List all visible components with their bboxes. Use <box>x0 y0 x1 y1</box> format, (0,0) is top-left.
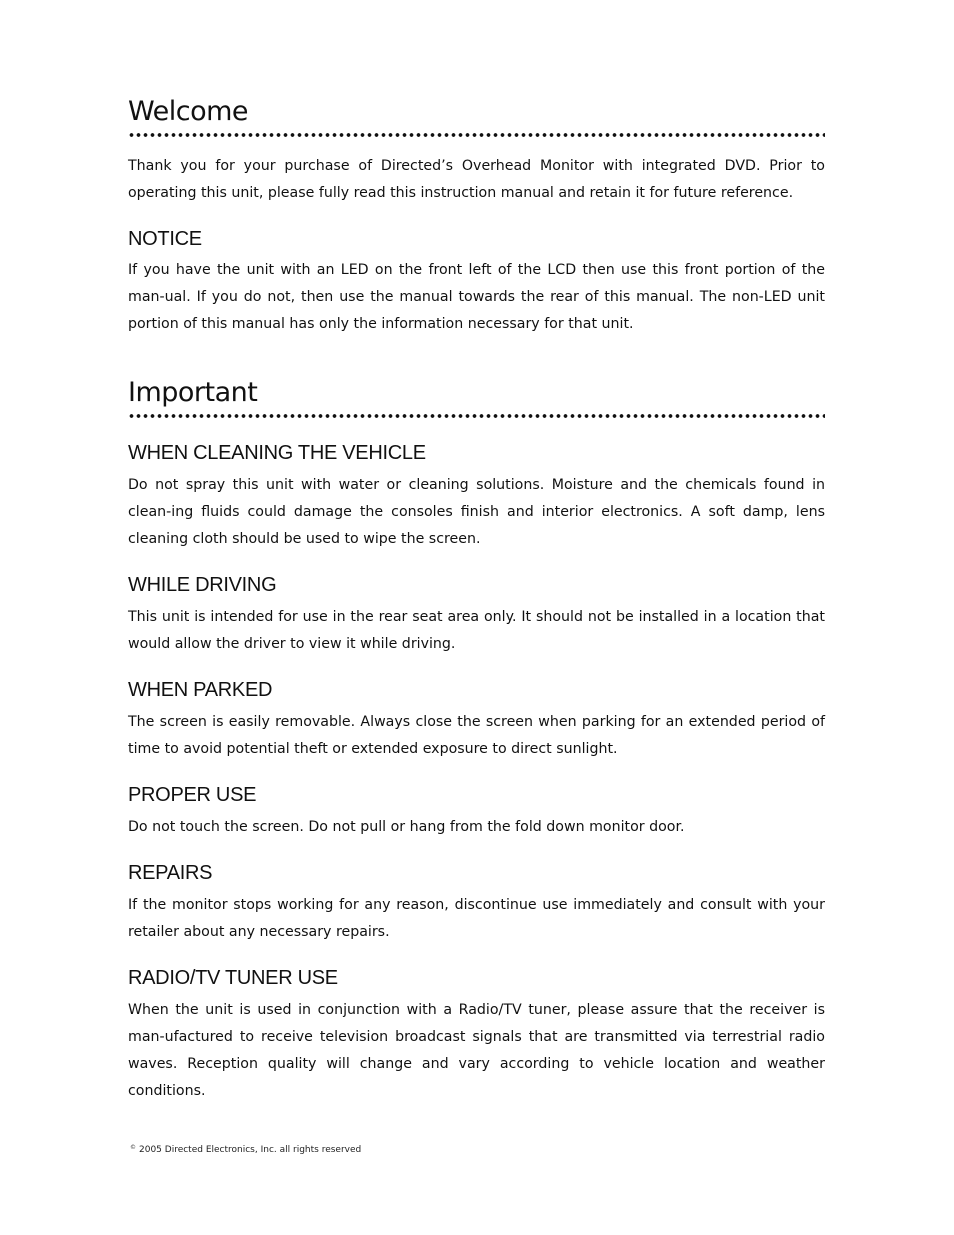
notice-heading: NOTICE <box>128 228 202 250</box>
important-title: Important <box>128 377 258 408</box>
driving-text: This unit is intended for use in the rear seat area only. It should not be installed in a location that would allow the driver to view it while driving. <box>128 609 825 652</box>
copyright-footer <box>130 1144 361 1155</box>
copyright-symbol: © <box>130 1144 136 1151</box>
proper-use-heading: PROPER USE <box>128 784 257 806</box>
tuner-heading: RADIO/TV TUNER USE <box>128 967 338 989</box>
driving-heading: WHILE DRIVING <box>128 574 277 596</box>
repairs-text: If the monitor stops working for any reason, discontinue use immediately and consult with your retailer about any necessary repairs. <box>128 897 825 940</box>
repairs-heading: REPAIRS <box>128 862 213 884</box>
cleaning-text: Do not spray this unit with water or cleaning solutions. Moisture and the chemicals found in clean-ing fluids could damage the consoles finish and interior electronics. A soft damp, lens cleaning cloth should be used to wipe the screen. <box>128 477 825 547</box>
welcome-title: Welcome <box>128 96 249 127</box>
dotted-divider <box>128 132 825 138</box>
welcome-text: Thank you for your purchase of Directed’s Overhead Monitor with integrated DVD. Prior to operating this unit, please fully read this instruction manual and retain it for future reference. <box>128 158 825 201</box>
important-section <box>128 377 825 419</box>
parked-text: The screen is easily removable. Always close the screen when parking for an extended period of time to avoid potential theft or extended exposure to direct sunlight. <box>128 714 825 757</box>
welcome-section <box>128 96 825 138</box>
copyright-text: 2005 Directed Electronics, Inc. all rights reserved <box>139 1145 362 1155</box>
parked-heading: WHEN PARKED <box>128 679 273 701</box>
notice-text: If you have the unit with an LED on the front left of the LCD then use this front portion of the man-ual. If you do not, then use the manual towards the rear of this manual. The non-LED unit portion of this manual has only the information necessary for that unit. <box>128 262 825 332</box>
tuner-text: When the unit is used in conjunction with a Radio/TV tuner, please assure that the receiver is man-ufactured to receive television broadcast signals that are transmitted via terrestrial radio waves. Reception quality will change and vary according to vehicle location and weather conditions. <box>128 1002 825 1099</box>
cleaning-heading: WHEN CLEANING THE VEHICLE <box>128 442 426 464</box>
dotted-divider <box>128 413 825 419</box>
proper-use-text: Do not touch the screen. Do not pull or hang from the fold down monitor door. <box>128 819 685 835</box>
